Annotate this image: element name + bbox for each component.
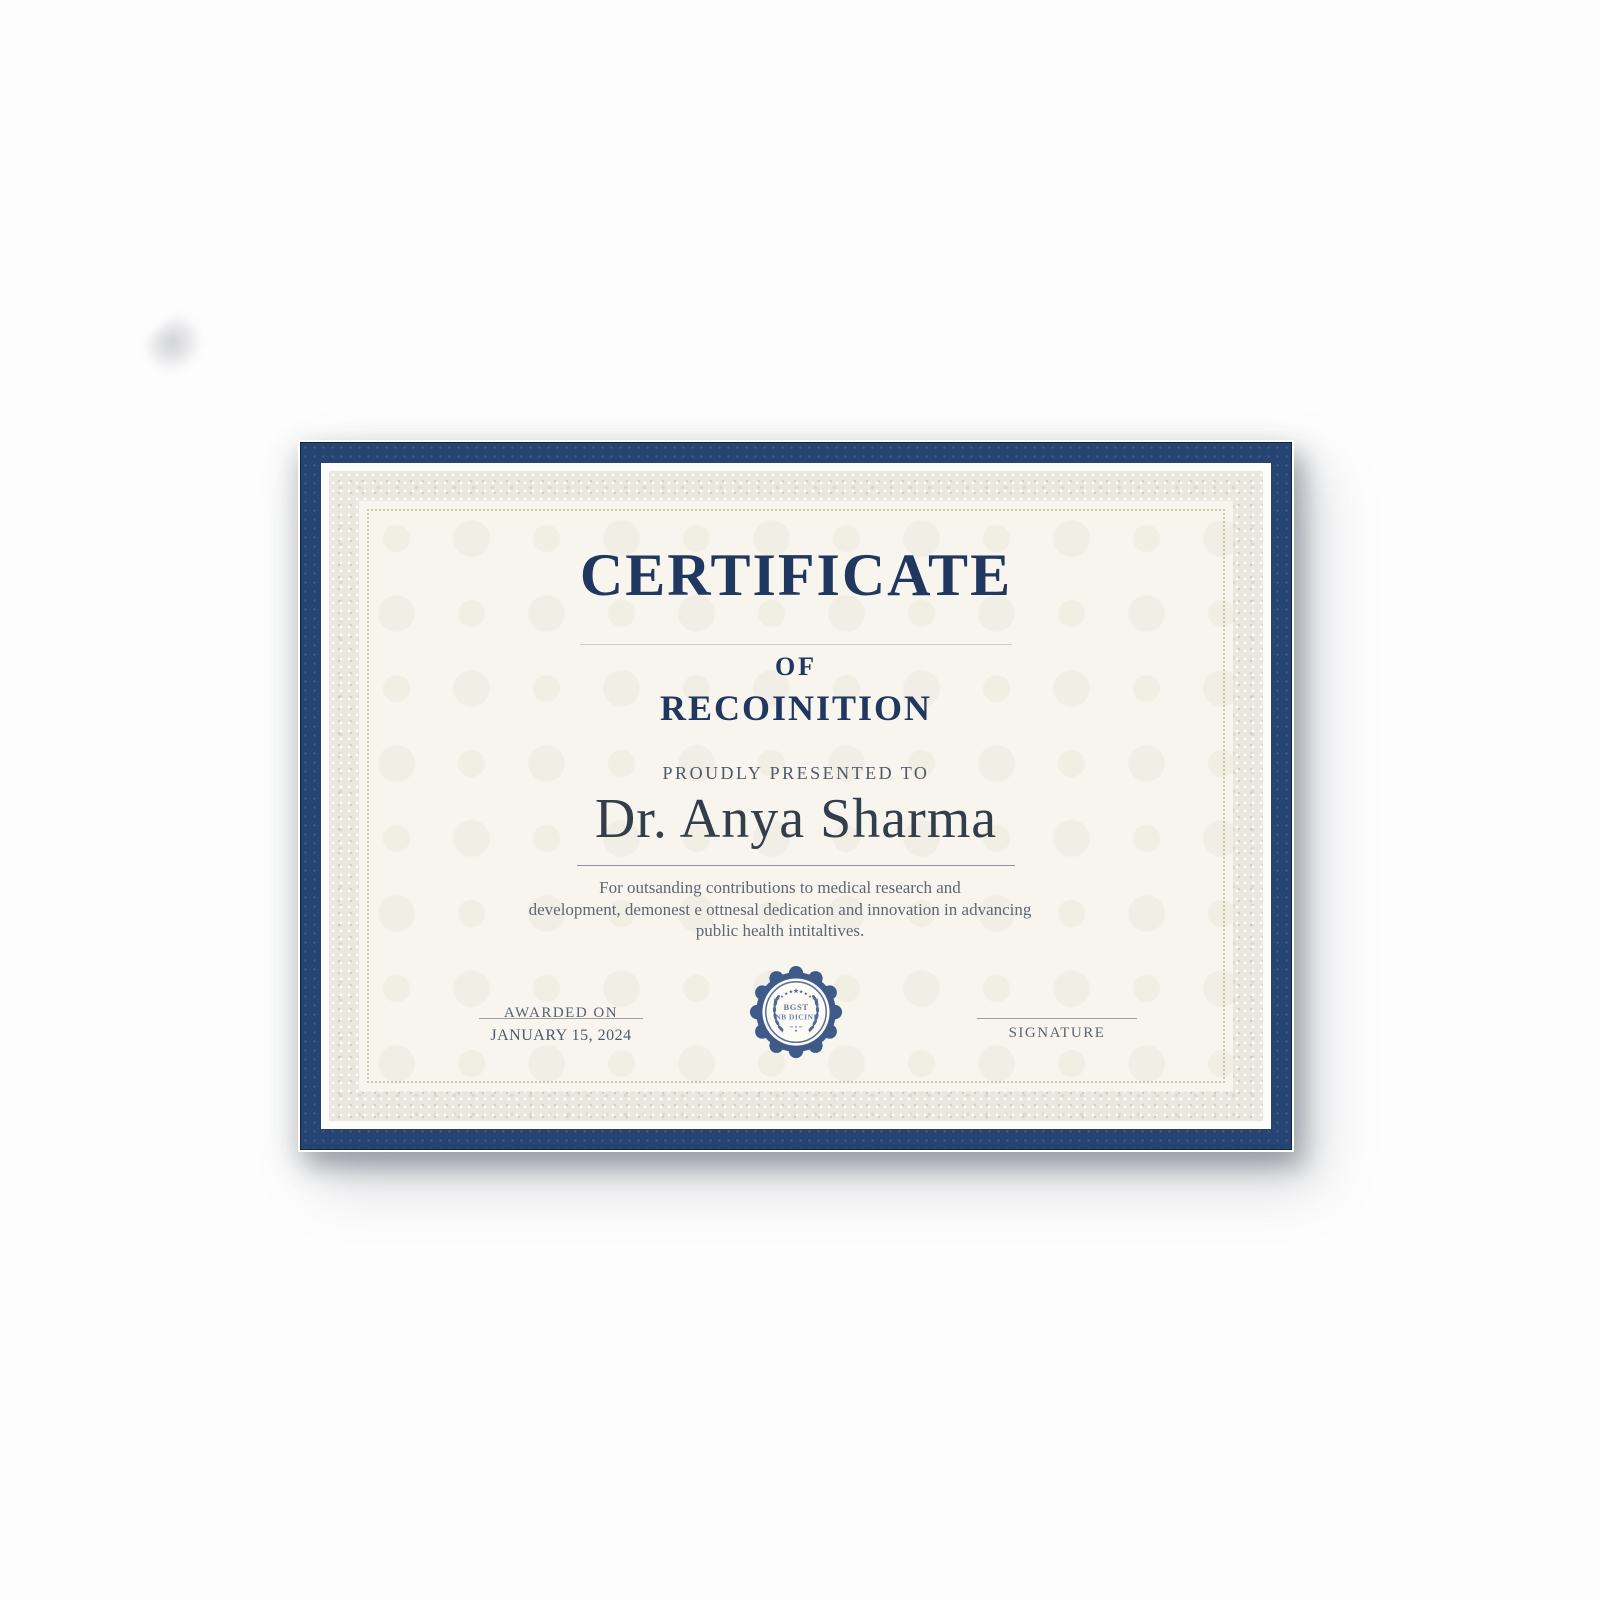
signature-line [977,1018,1137,1019]
signature-label: SIGNATURE [1008,1025,1106,1041]
description [343,877,1217,942]
seal-text-line1: BGST [783,1002,809,1013]
description-line: For outsanding contributions to medical research and [599,878,961,897]
description-line: public health intitaltives. [695,921,865,940]
certificate [298,440,1294,1152]
signature-column [977,999,1137,1063]
description-line: development, demonest e ottnesal dedication and innovation in advancing [528,899,1032,919]
title-divider [580,644,1012,645]
awarded-column [479,999,643,1063]
recipient-underline [577,865,1015,866]
certificate-body [359,501,1233,1091]
seal-text-line2: NB DICINI [775,1012,817,1022]
awarded-date: JANUARY 15, 2024 [490,1027,632,1044]
certificate-subtitle: RECOINITION [659,688,933,728]
awarded-label: AWARDED ON [503,1005,619,1021]
certificate-title: CERTIFICATE [579,542,1013,608]
of-label: OF [774,652,818,681]
background-smudge [139,307,217,383]
presented-label: PROUDLY PRESENTED TO [662,763,930,783]
recipient-name: Dr. Anya Sharma [594,788,998,850]
seal-badge [748,962,844,1064]
